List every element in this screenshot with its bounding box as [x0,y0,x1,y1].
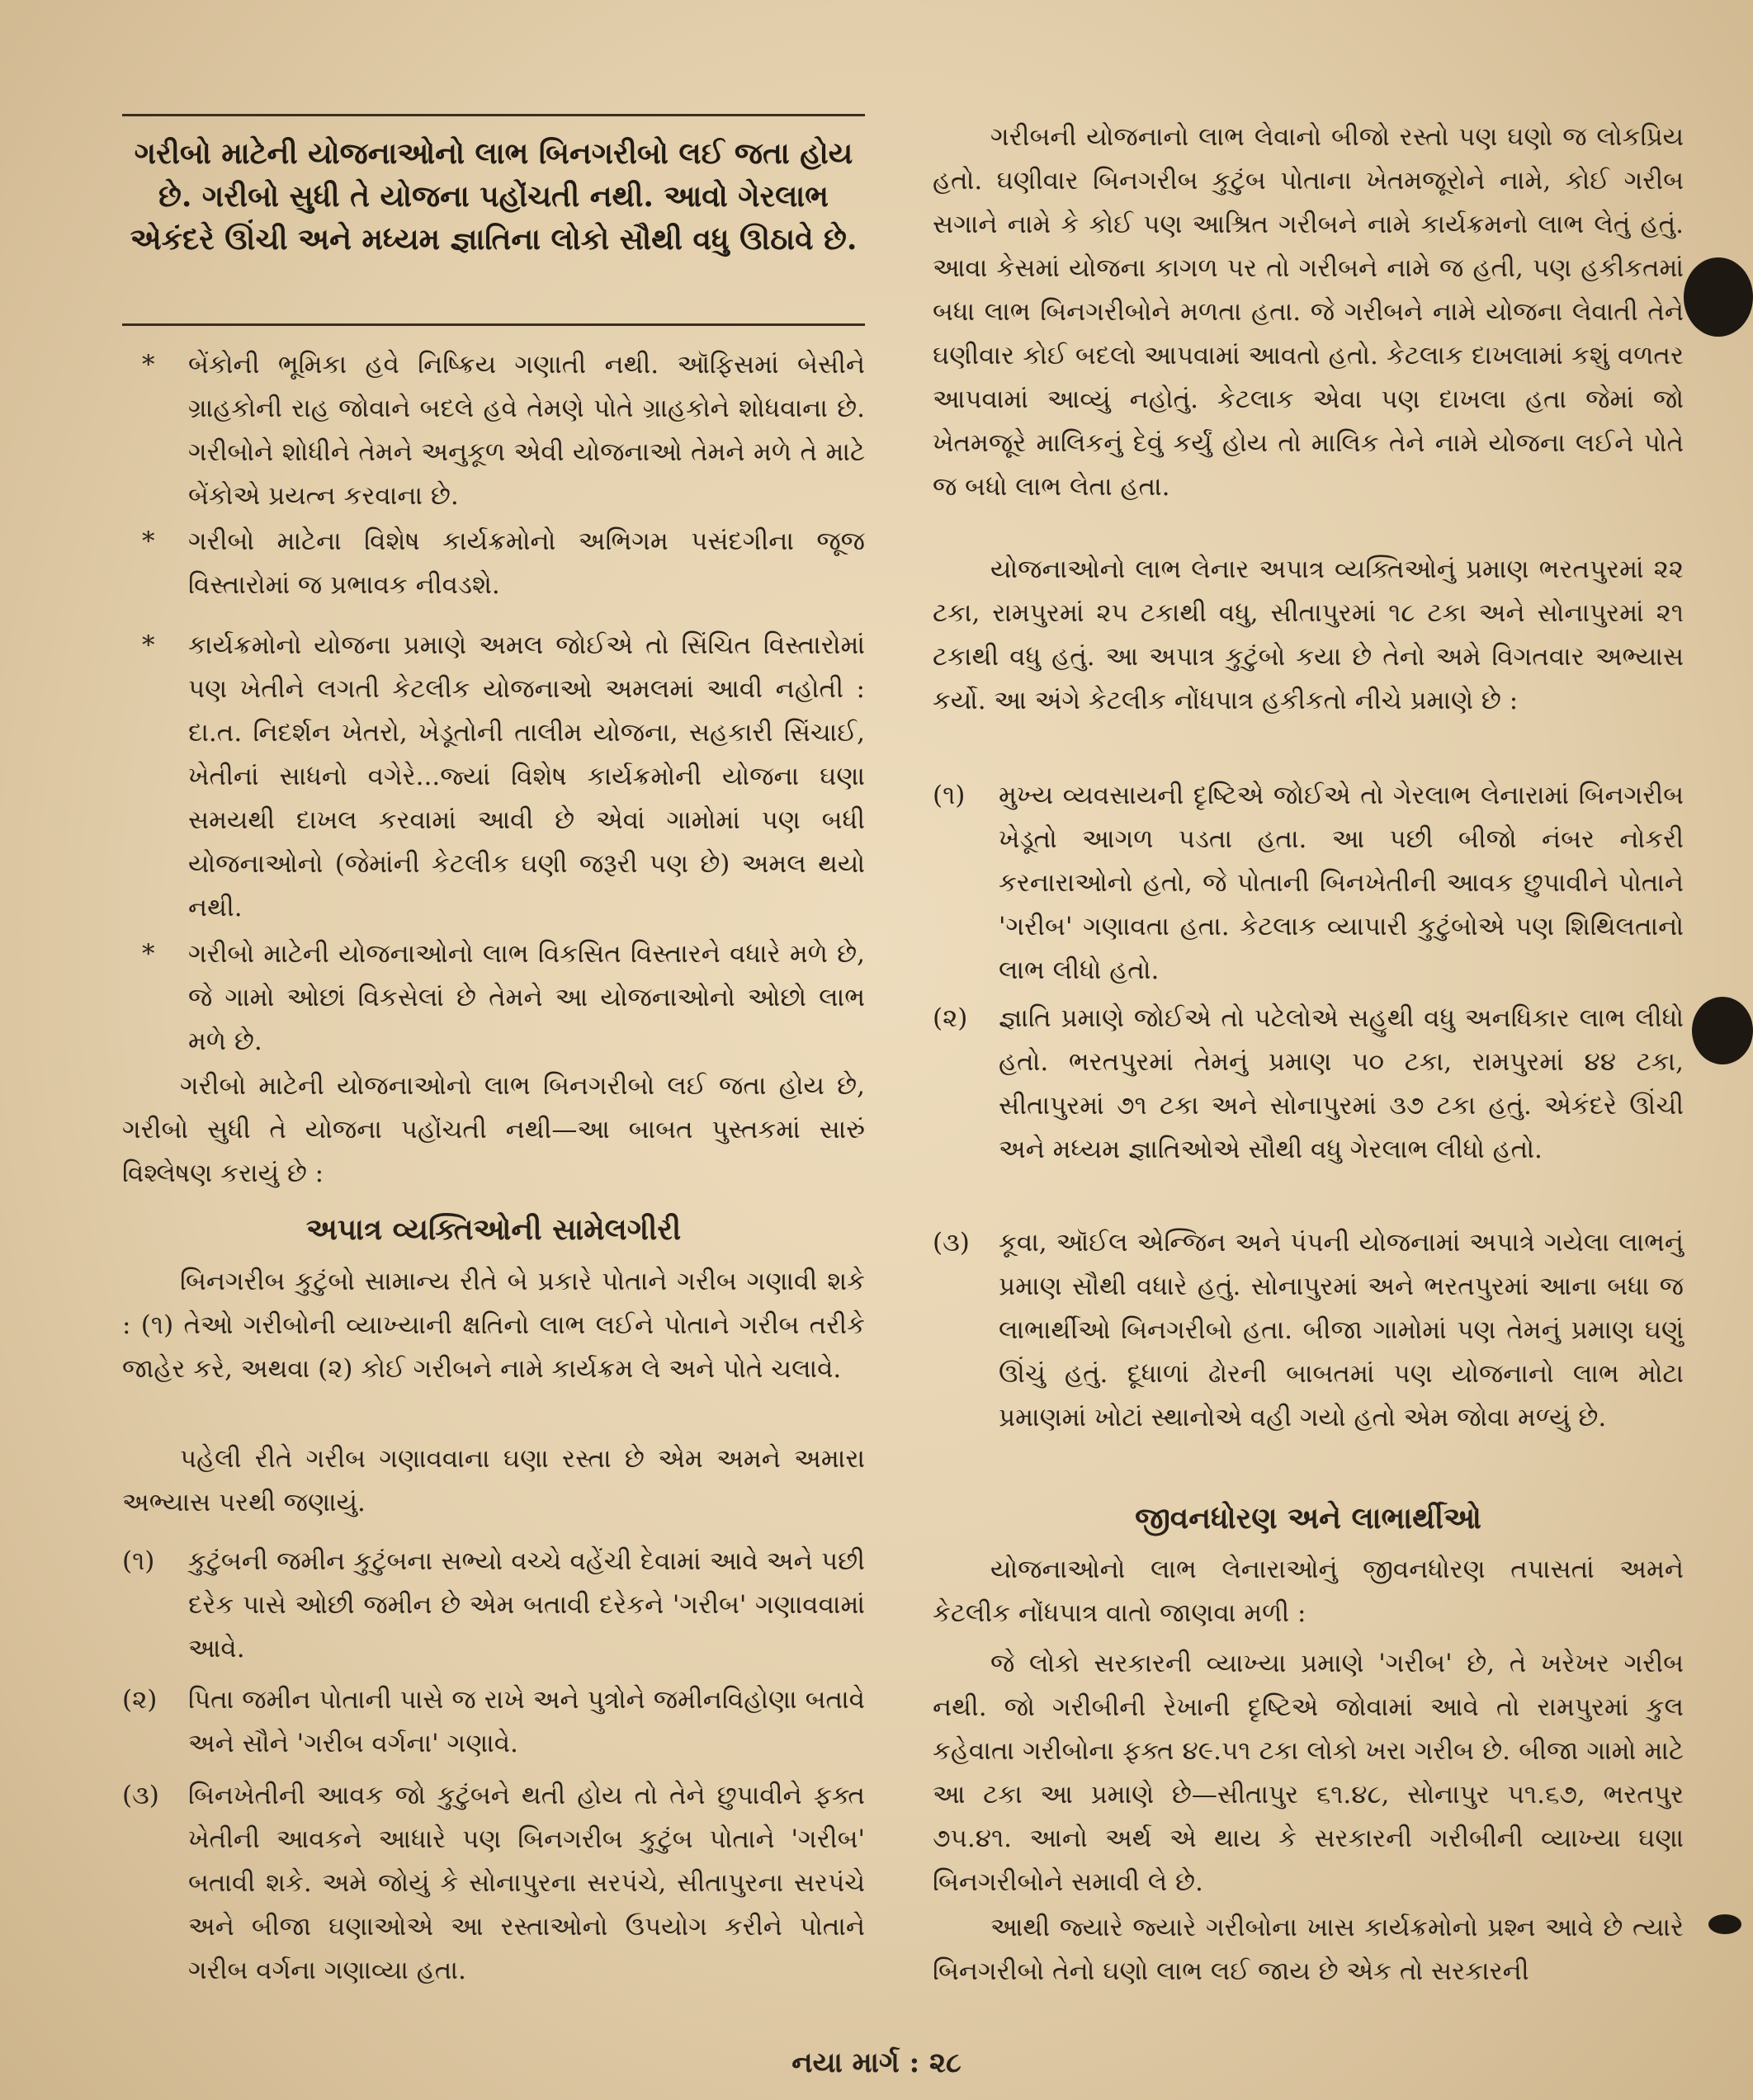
bullet-mark: * [142,526,155,556]
item-text: જ્ઞાતિ પ્રમાણે જોઈએ તો પટેલોએ સહુથી વધુ અનધિકાર લાભ લીધો હતો. ભરતપુરમાં તેમનું પ્રમાણ ૫૦ ટકા, રામપુરમાં ૪૪ ટકા, સીતાપુરમાં ૭૧ ટકા અને સોનાપુરમાં ૩૭ ટકા હતું. એકંદરે ઊંચી અને મધ્યમ જ્ઞાતિઓએ સૌથી વધુ ગેરલાભ લીધો હતો. [999,1003,1684,1164]
item-text: બિનખેતીની આવક જો કુટુંબને થતી હોય તો તેને છુપાવીને ફક્ત ખેતીની આવકને આધારે પણ બિનગરીબ કુટુંબ પોતાને 'ગરીબ' બતાવી શકે. અમે જોયું કે સોનાપુરના સરપંચે, સીતાપુરના સરપંચે અને બીજા ઘણાઓએ આ રસ્તાઓનો ઉપયોગ કરીને પોતાને ગરીબ વર્ગના ગણાવ્યા હતા. [188,1781,865,1985]
item-number: (૧) [933,781,966,810]
item-text: પિતા જમીન પોતાની પાસે જ રાખે અને પુત્રોને જમીનવિહોણા બતાવે અને સૌને 'ગરીબ વર્ગના' ગણાવે. [188,1685,865,1758]
body-paragraph: ગરીબો માટેની યોજનાઓનો લાભ બિનગરીબો લઈ જતા હોય છે, ગરીબો સુધી તે યોજના પહોંચતી નથી—આ બાબત પુસ્તકમાં સારું વિશ્લેષણ કરાયું છે : [122,1071,865,1188]
pull-quote: ગરીબો માટેની યોજનાઓનો લાભ બિનગરીબો લઈ જતા હોય છે. ગરીબો સુધી તે યોજના પહોંચતી નથી. આવો ગેરલાભ એકંદરે ઊંચી અને મધ્યમ જ્ઞાતિના લોકો સૌથી વધુ ઊઠાવે છે. [130,136,858,257]
item-text: મુખ્ય વ્યવસાયની દૃષ્ટિએ જોઈએ તો ગેરલાભ લેનારામાં બિનગરીબ ખેડૂતો આગળ પડતા હતા. આ પછી બીજો નંબર નોકરી કરનારાઓનો હતો, જે પોતાની બિનખેતીની આવક છુપાવીને પોતાને 'ગરીબ' ગણાવતા હતા. કેટલાક વ્યાપારી કુટુંબોએ પણ શિથિલતાનો લાભ લીધો હતો. [999,781,1684,985]
bullet-item [122,343,865,518]
page-footer: નયા માર્ગ : ૨૮ [791,2046,962,2079]
bullet-mark: * [142,350,155,380]
body-paragraph: યોજનાઓનો લાભ લેનાર અપાત્ર વ્યક્તિઓનું પ્રમાણ ભરતપુરમાં ૨૨ ટકા, રામપુરમાં ૨૫ ટકાથી વધુ, સીતાપુરમાં ૧૮ ટકા અને સોનાપુરમાં ૨૧ ટકાથી વધુ હતું. આ અપાત્ર કુટુંબો કયા છે તેનો અમે વિગતવાર અભ્યાસ કર્યો. આ અંગે કેટલીક નોંધપાત્ર હકીકતો નીચે પ્રમાણે છે : [933,554,1684,715]
item-number: (૩) [933,1228,970,1258]
bullet-item [122,932,865,1064]
numbered-item [933,774,1684,993]
section-heading: જીવનધોરણ અને લાભાર્થીઓ [1135,1501,1481,1536]
callout-top-rule [122,114,865,116]
item-number: (૧) [122,1546,155,1576]
item-text: કૂવા, ઑઈલ એન્જિન અને પંપની યોજનામાં અપાત્રે ગયેલા લાભનું પ્રમાણ સૌથી વધારે હતું. સોનાપુરમાં અને ભરતપુરમાં આના બધા જ લાભાર્થીઓ બિનગરીબો હતા. બીજા ગામોમાં પણ તેમનું પ્રમાણ ઘણું ઊંચું હતું. દૂધાળાં ઢોરની બાબતમાં પણ યોજનાનો લાભ મોટા પ્રમાણમાં ખોટાં સ્થાનોએ વહી ગયો હતો એમ જોવા મળ્યું છે. [999,1228,1684,1432]
body-paragraph: બિનગરીબ કુટુંબો સામાન્ય રીતે બે પ્રકારે પોતાને ગરીબ ગણાવી શકે : (૧) તેઓ ગરીબોની વ્યાખ્યાની ક્ષતિનો લાભ લઈને પોતાને ગરીબ તરીકે જાહેર કરે, અથવા (૨) કોઈ ગરીબને નામે કાર્યક્રમ લે અને પોતે ચલાવે. [122,1267,865,1384]
bullet-mark: * [142,939,155,969]
body-paragraph: ગરીબની યોજનાનો લાભ લેવાનો બીજો રસ્તો પણ ઘણો જ લોકપ્રિય હતો. ઘણીવાર બિનગરીબ કુટુંબ પોતાના ખેતમજૂરોને નામે, કોઈ ગરીબ સગાને નામે કે કોઈ પણ આશ્રિત ગરીબને નામે કાર્યક્રમનો લાભ લેતું હતું. આવા કેસમાં યોજના કાગળ પર તો ગરીબને નામે જ હતી, પણ હકીકતમાં બધા લાભ બિનગરીબોને મળતા હતા. જે ગરીબને નામે યોજના લેવાતી તેને ઘણીવાર કોઈ બદલો આપવામાં આવતો હતો. કેટલાક દાખલામાં કશું વળતર આપવામાં આવ્યું નહોતું. કેટલાક એવા પણ દાખલા હતા જેમાં જો ખેતમજૂરે માલિકનું દેવું કર્યું હોય તો માલિક તેને નામે યોજના લઈને પોતે જ બધો લાભ લેતા હતા. [933,122,1684,502]
body-paragraph: યોજનાઓનો લાભ લેનારાઓનું જીવનધોરણ તપાસતાં અમને કેટલીક નોંધપાત્ર વાતો જાણવા મળી : [933,1555,1684,1628]
bullet-text: કાર્યક્રમોનો યોજના પ્રમાણે અમલ જોઈએ તો સિંચિત વિસ્તારોમાં પણ ખેતીને લગતી કેટલીક યોજનાઓ અમલમાં આવી નહોતી : દા.ત. નિદર્શન ખેતરો, ખેડૂતોની તાલીમ યોજના, સહકારી સિંચાઈ, ખેતીનાં સાધનો વગેરે...જ્યાં વિશેષ કાર્યક્રમોની યોજના ઘણા સમયથી દાખલ કરવામાં આવી છે એવાં ગામોમાં પણ બધી યોજનાઓનો (જેમાંની કેટલીક ઘણી જરૂરી પણ છે) અમલ થયો નથી. [188,630,865,923]
numbered-item [933,997,1684,1172]
body-paragraph: આથી જ્યારે જ્યારે ગરીબોના ખાસ કાર્યક્રમોનો પ્રશ્ન આવે છે ત્યારે બિનગરીબો તેનો ઘણો લાભ લઈ જાય છે એક તો સરકારની [933,1913,1684,1986]
bullet-text: ગરીબો માટેના વિશેષ કાર્યક્રમોનો અભિગમ પસંદગીના જૂજ વિસ્તારોમાં જ પ્રભાવક નીવડશે. [188,526,865,600]
bullet-item [122,624,865,930]
body-paragraph: જે લોકો સરકારની વ્યાખ્યા પ્રમાણે 'ગરીબ' છે, તે ખરેખર ગરીબ નથી. જો ગરીબીની રેખાની દૃષ્ટિએ જોવામાં આવે તો રામપુરમાં કુલ કહેવાતા ગરીબોના ફક્ત ૪૯.૫૧ ટકા લોકો ખરા ગરીબ છે. બીજા ગામો માટે આ ટકા આ પ્રમાણે છે—સીતાપુર ૬૧.૪૮, સોનાપુર ૫૧.૬૭, ભરતપુર ૭૫.૪૧. આનો અર્થ એ થાય કે સરકારની ગરીબીની વ્યાખ્યા ઘણા બિનગરીબોને સમાવી લે છે. [933,1649,1684,1897]
body-paragraph: પહેલી રીતે ગરીબ ગણાવવાના ઘણા રસ્તા છે એમ અમને અમારા અભ્યાસ પરથી જણાયું. [122,1444,865,1517]
numbered-item [122,1540,865,1671]
numbered-item [122,1774,865,1993]
item-number: (૨) [122,1685,158,1715]
bullet-text: ગરીબો માટેની યોજનાઓનો લાભ વિકસિત વિસ્તારને વધારે મળે છે, જે ગામો ઓછાં વિકસેલાં છે તેમને આ યોજનાઓનો ઓછો લાભ મળે છે. [188,939,865,1056]
bullet-item [122,520,865,607]
item-number: (૩) [122,1781,159,1810]
ink-stain [1684,257,1753,337]
bullet-mark: * [142,630,155,660]
numbered-item [933,1221,1684,1440]
item-number: (૨) [933,1003,968,1033]
bullet-text: બેંકોની ભૂમિકા હવે નિષ્ક્રિય ગણાતી નથી. ઑફિસમાં બેસીને ગ્રાહકોની રાહ જોવાને બદલે હવે તેમણે પોતે ગ્રાહકોને શોધવાના છે. ગરીબોને શોધીને તેમને અનુકૂળ એવી યોજનાઓ તેમને મળે તે માટે બેંકોએ પ્રયત્ન કરવાના છે. [188,350,865,511]
numbered-item [122,1678,865,1766]
callout-bottom-rule [122,323,865,326]
item-text: કુટુંબની જમીન કુટુંબના સભ્યો વચ્ચે વહેંચી દેવામાં આવે અને પછી દરેક પાસે ઓછી જમીન છે એમ બતાવી દરેકને 'ગરીબ' ગણાવવામાં આવે. [188,1546,865,1663]
section-heading: અપાત્ર વ્યક્તિઓની સામેલગીરી [305,1212,682,1247]
ink-stain [1692,997,1753,1064]
ink-stain [1708,1914,1741,1934]
